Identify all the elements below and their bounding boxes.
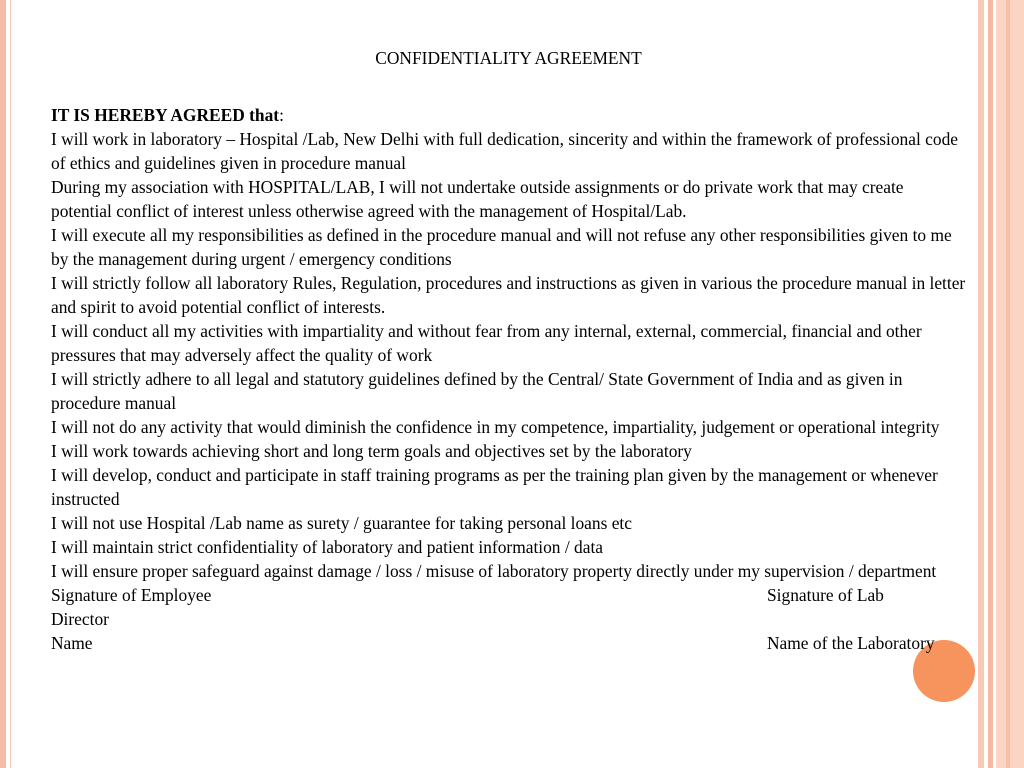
document-title: CONFIDENTIALITY AGREEMENT bbox=[375, 48, 642, 68]
left-border-stripe bbox=[0, 0, 6, 768]
clause-paragraph: I will execute all my responsibilities as defined in the procedure manual and will not refuse any other responsibilities given to me by the management during urgent / emergency conditions bbox=[51, 225, 952, 269]
name-row bbox=[51, 631, 966, 655]
lab-signature-label: Signature of Lab bbox=[767, 585, 884, 605]
right-border-stripe bbox=[988, 0, 993, 768]
employee-name-label: Name bbox=[51, 633, 93, 653]
clause-paragraph: I will not use Hospital /Lab name as surety / guarantee for taking personal loans etc bbox=[51, 513, 632, 533]
clause-paragraph: I will maintain strict confidentiality of laboratory and patient information / data bbox=[51, 537, 603, 557]
right-border-band bbox=[996, 0, 1024, 768]
clause-paragraph: I will develop, conduct and participate in staff training programs as per the training plan given by the management or whenever instructed bbox=[51, 465, 938, 509]
right-border-stripe bbox=[1006, 0, 1010, 768]
document-body bbox=[51, 46, 966, 655]
clause-paragraph: I will strictly follow all laboratory Rules, Regulation, procedures and instructions as given in various the procedure manual in letter and spirit to avoid potential conflict of interests. bbox=[51, 273, 966, 317]
clause-paragraph: During my association with HOSPITAL/LAB, I will not undertake outside assignments or do private work that may create potential conflict of interest unless otherwise agreed with the management of Hospital/Lab. bbox=[51, 177, 904, 221]
signature-row bbox=[51, 583, 966, 607]
clause-paragraph: I will ensure proper safeguard against damage / loss / misuse of laboratory property directly under my supervision / department bbox=[51, 561, 937, 581]
clause-paragraph: I will not do any activity that would diminish the confidence in my competence, impartiality, judgement or operational integrity bbox=[51, 417, 940, 437]
agreement-heading-colon: : bbox=[279, 105, 284, 125]
right-border-stripe bbox=[978, 0, 984, 768]
agreement-heading bbox=[51, 103, 966, 127]
clause-paragraph: I will conduct all my activities with impartiality and without fear from any internal, external, commercial, financial and other pressures that may adversely affect the quality of work bbox=[51, 321, 922, 365]
clause-paragraph: I will work in laboratory – Hospital /Lab, New Delhi with full dedication, sincerity and within the framework of professional code of ethics and guidelines given in procedure manual bbox=[51, 129, 958, 173]
lab-director-label: Director bbox=[51, 609, 109, 629]
clause-paragraph: I will strictly adhere to all legal and statutory guidelines defined by the Central/ State Government of India and as given in procedure manual bbox=[51, 369, 903, 413]
left-border-line bbox=[10, 0, 11, 768]
laboratory-name-label: Name of the Laboratory bbox=[767, 633, 935, 653]
employee-signature-label: Signature of Employee bbox=[51, 585, 212, 605]
clause-paragraph: I will work towards achieving short and long term goals and objectives set by the laboratory bbox=[51, 441, 692, 461]
agreement-heading-bold: IT IS HEREBY AGREED that bbox=[51, 105, 280, 125]
signature-row-continued bbox=[51, 607, 966, 631]
